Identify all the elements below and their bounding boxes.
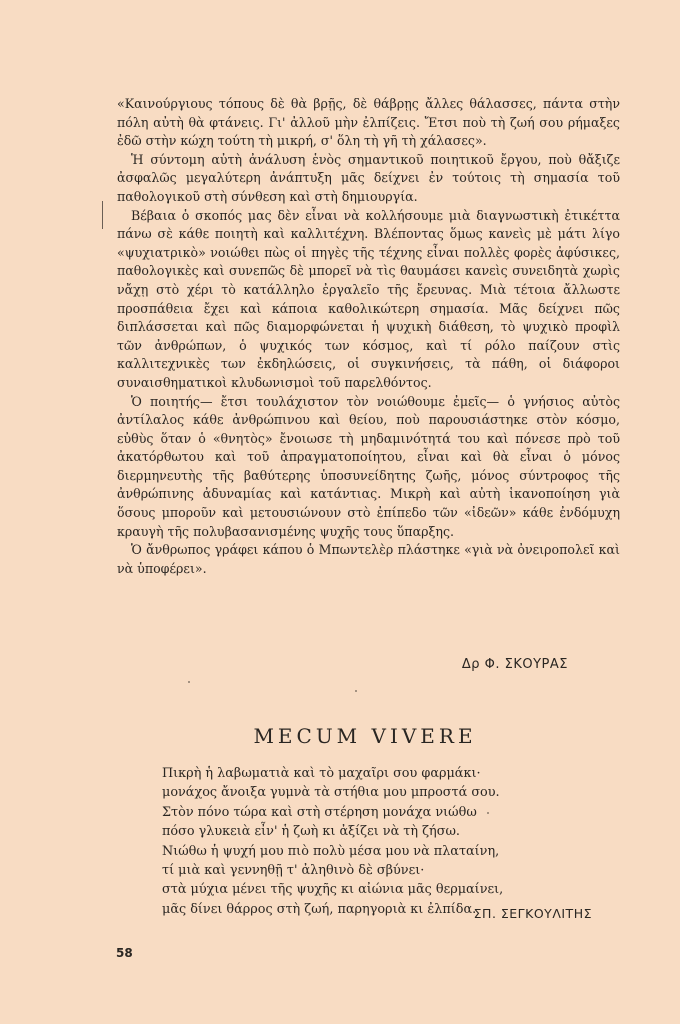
poem-line: μᾶς δίνει θάρρος στὴ ζωή, παρηγοριὰ κι ἐλπίδα. bbox=[162, 901, 477, 917]
essay-paragraph: «Καινούργιους τόπους δὲ θὰ βρῇς, δὲ θάβρῃς ἄλλες θάλασσες, πάντα στὴν πόλη αὐτὴ θὰ φτάνεις. Γι' ἀλλοῦ μὴν ἐλπίζεις. Ἔτσι ποὺ τὴ ζωή σου ρήμαξες ἐδῶ στὴν κώχη τούτη τὴ μικρή, σ' ὅλη τὴ γῆ τὴ χάλασες». bbox=[117, 96, 620, 149]
page-number: 58 bbox=[116, 946, 133, 960]
poem-line: Νιώθω ἡ ψυχή μου πιὸ πολὺ μέσα μου νὰ πλαταίνη, bbox=[162, 843, 500, 859]
poem-title: MECUM VIVERE bbox=[253, 724, 477, 748]
essay-author-signature: Δρ Φ. ΣΚΟΥΡΑΣ bbox=[461, 657, 568, 672]
poem-line: πόσο γλυκειὰ εἶν' ἡ ζωὴ κι ἀξίζει νὰ τὴ ζήσω. bbox=[162, 824, 460, 840]
poem-author-signature: ΣΠ. ΣΕΓΚΟΥΛΙΤΗΣ bbox=[473, 906, 592, 921]
essay-paragraph: Ὁ ποιητής— ἔτσι τουλάχιστον τὸν νοιώθουμε ἐμεῖς— ὁ γνήσιος αὐτὸς ἀντίλαλος κάθε ἀνθρώπινου καὶ θείου, ποὺ παρουσιάστηκε στὸν κόσμο, εὐθὺς ὅταν ὁ «θνητὸς» ἔνοιωσε τὴ μηδαμινότητά του καὶ πόνεσε πρὸ τοῦ ἀκατόρθωτου καὶ τοῦ ἀπραγματοποίητου, εἶναι καὶ θὰ εἶναι ὁ μόνος διερμηνευτὴς τῆς βαθύτερης ὑποσυνείδητης ζωῆς, μόνος σύντροφος τῆς ἀνθρώπινης ἀδυναμίας καὶ κατάντιας. Μικρὴ καὶ αὐτὴ ἱκανοποίηση γιὰ ὅσους μποροῦν καὶ μετουσιώνουν στὸ ἐπίπεδο τῶν «ἰδεῶν» κάθε ἐνδόμυχη κραυγὴ τῆς πολυβασανισμένης ψυχῆς τους ὕπαρξης. bbox=[117, 393, 620, 539]
essay-paragraph: Ἡ σύντομη αὐτὴ ἀνάλυση ἑνὸς σημαντικοῦ ποιητικοῦ ἔργου, ποὺ θἄξιζε ἀσφαλῶς μεγαλύτερη ἀνάπτυξη μᾶς δείχνει ἐν τούτοις τὴ σημασία τοῦ παθολογικοῦ στὴ σύνθεση καὶ στὴ δημιουργία. bbox=[117, 151, 620, 204]
essay-paragraph: Βέβαια ὁ σκοπός μας δὲν εἶναι νὰ κολλήσουμε μιὰ διαγνωστικὴ ἐτικέττα πάνω σὲ κάθε ποιητὴ καὶ καλλιτέχνη. Βλέποντας ὅμως κανεὶς μὲ μάτι λίγο «ψυχιατρικὸ» νοιώθει πὼς οἱ πηγὲς τῆς τέχνης εἶναι πολλὲς φορὲς ἀφύσικες, παθολογικὲς καὶ συνεπῶς δὲ μπορεῖ νὰ τὶς θαυμάσει κανεὶς συνειδητὰ χωρὶς νἄχῃ στὸ χέρι τὸ κατάλληλο ἐργαλεῖο τῆς ἔρευνας. Μιὰ τέτοια ἄλλωστε προσπάθεια ἔχει καὶ κάποια καθολικώτερη σημασία. Μᾶς δείχνει πῶς διπλάσσεται καὶ πῶς διαμορφώνεται ἡ ψυχικὴ διάθεση, τὸ ψυχικὸ προφὶλ τῶν ἀνθρώπων, ὁ ψυχικός των κόσμος, καὶ τί ρόλο παίζουν στὶς καλλιτεχνικὲς των ἐκδηλώσεις, οἱ συγκινήσεις, τὰ πάθη, οἱ διάφοροι συναισθηματικοὶ κλυδωνισμοὶ τοῦ παρελθόντος. bbox=[117, 207, 620, 390]
essay-paragraph: Ὁ ἄνθρωπος γράφει κάπου ὁ Μπωντελὲρ πλάστηκε «γιὰ νὰ ὀνειροπολεῖ καὶ νὰ ὑποφέρει». bbox=[117, 542, 620, 576]
poem-line: τί μιὰ καὶ γεννηθῇ τ' ἀληθινὸ δὲ σβύνει· bbox=[162, 863, 425, 879]
margin-mark bbox=[102, 201, 103, 229]
essay-text bbox=[117, 95, 620, 578]
poem-body bbox=[162, 764, 602, 919]
poem-line: Πικρὴ ἡ λαβωματιὰ καὶ τὸ μαχαῖρι σου φαρμάκι· bbox=[162, 766, 481, 781]
poem-line: Στὸν πόνο τώρα καὶ στὴ στέρηση μονάχα νιώθω bbox=[162, 804, 477, 820]
paper-speck bbox=[355, 690, 357, 692]
paper-speck bbox=[188, 681, 190, 683]
poem-line: μονάχος ἄνοιξα γυμνὰ τὰ στήθια μου μπροστά σου. bbox=[162, 785, 500, 801]
poem-line: στὰ μύχια μένει τῆς ψυχῆς κι αἰώνια μᾶς θερμαίνει, bbox=[162, 882, 504, 898]
